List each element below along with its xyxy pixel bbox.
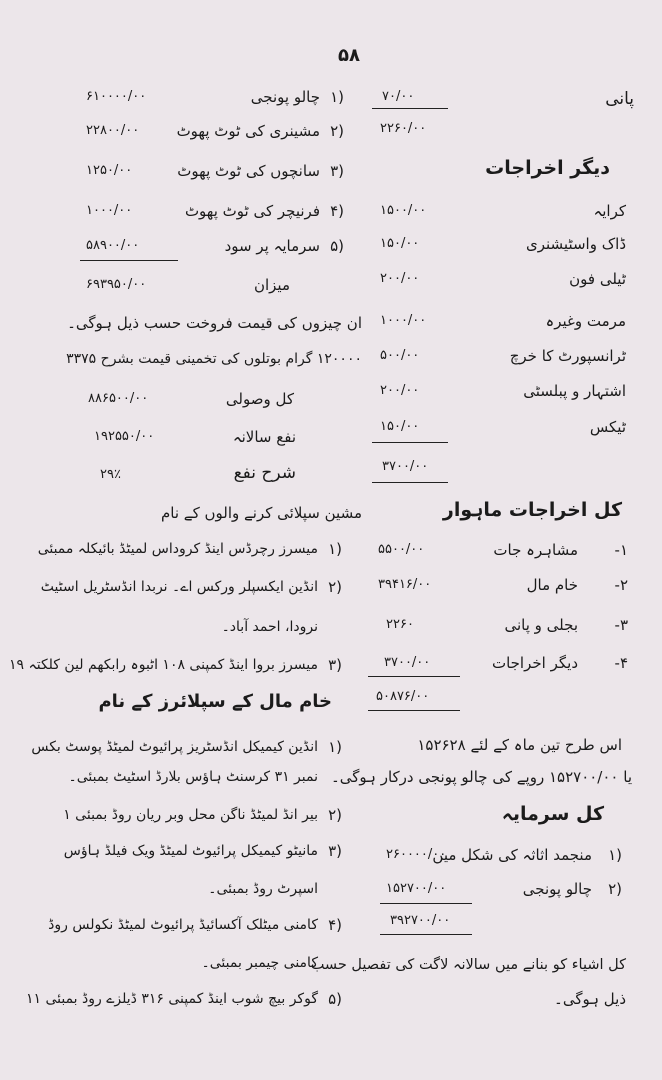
cost-item-value: ۱۲۵۰/۰۰	[86, 163, 133, 178]
rule	[372, 108, 448, 109]
rule	[372, 442, 448, 443]
raw-supplier-line: کامنی چیمبر بمبئی۔	[201, 955, 318, 971]
cost-total-value: ۶۹۳۹۵۰/۰۰	[86, 277, 147, 292]
receipts-value: ۸۸۶۵۰۰/۰۰	[88, 391, 149, 406]
raw-supplier-line: انڈین کیمیکل انڈسٹریز پرائیوٹ لمیٹڈ پوسٹ بکس	[31, 739, 318, 755]
cost-item-label: چالو پونجی	[250, 88, 320, 106]
expense-label: ڈاک واسٹیشنری	[526, 235, 626, 253]
other-expenses-title: دیگر اخراجات	[485, 157, 610, 179]
cost-total-label: میزان	[253, 276, 290, 294]
profit-value: ۱۹۲۵۵۰/۰۰	[94, 429, 155, 444]
cost-item-num: (۱	[330, 88, 344, 106]
rule	[380, 903, 472, 904]
expense-value: ۱۵۰/۰۰	[380, 419, 420, 434]
supplier-line: نرودا، احمد آباد۔	[221, 619, 318, 635]
capital-item-value: ۱۵۲۷۰۰/۰۰	[386, 881, 447, 896]
monthly-item-label: مشاہرہ جات	[493, 541, 578, 559]
working-capital-note: یا ۱۵۲۷۰۰/۰۰ روپے کی چالو پونجی درکار ہوگی۔	[330, 768, 632, 786]
expense-label: اشتہار و پبلسٹی	[523, 382, 626, 400]
expense-value: ۱۵۰/۰۰	[380, 236, 420, 251]
profit-rate-label: شرح نفع	[233, 463, 296, 483]
rule	[372, 482, 448, 483]
other-total-value: ۳۷۰۰/۰۰	[382, 459, 429, 474]
expense-value: ۲۰۰/۰۰	[380, 383, 420, 398]
cost-item-label: سانچوں کی ٹوٹ پھوٹ	[177, 162, 320, 180]
water-label: پانی	[605, 89, 634, 109]
raw-material-suppliers-title: خام مال کے سپلائرز کے نام	[98, 691, 332, 712]
capital-item-label: چالو پونجی	[522, 880, 592, 898]
expense-value: ۵۰۰/۰۰	[380, 348, 420, 363]
raw-supplier-num: (۱	[328, 738, 342, 756]
cost-item-value: ۱۰۰۰/۰۰	[86, 203, 133, 218]
monthly-item-value: ۲۲۶۰	[386, 617, 414, 632]
capital-item-num: (۲	[608, 880, 622, 898]
monthly-item-num: ۲-	[614, 576, 628, 594]
profit-rate-value: ۲۹٪	[100, 467, 121, 482]
cost-item-label: مشینری کی ٹوٹ پھوٹ	[176, 122, 320, 140]
expense-label: مرمت وغیرہ	[545, 312, 626, 330]
raw-supplier-num: (۲	[328, 806, 342, 824]
monthly-item-value: ۳۷۰۰/۰۰	[384, 655, 431, 670]
monthly-item-label: دیگر اخراجات	[491, 654, 578, 672]
raw-supplier-line: کامنی میٹلک آکسائیڈ پرائیوٹ لمیٹڈ نکولس روڈ	[48, 917, 318, 933]
rule	[368, 710, 460, 711]
cost-item-num: (۳	[330, 162, 344, 180]
expense-label: کرایہ	[593, 202, 626, 220]
cost-item-label: سرمایہ پر سود	[224, 237, 320, 255]
supplier-line: انڈین ایکسپلر ورکس اے۔ نربدا انڈسٹریل اسٹیٹ	[40, 579, 318, 595]
expense-value: ۱۰۰۰/۰۰	[380, 313, 427, 328]
raw-supplier-line: نمبر ۳۱ کرسنٹ ہاؤس بلارڈ اسٹیٹ بمبئی۔	[68, 769, 318, 785]
total-a-value: ۲۲۶۰/۰۰	[380, 121, 427, 136]
sale-price-intro: ان چیزوں کی قیمت فروخت حسب ذیل ہوگی۔	[67, 314, 362, 332]
working-capital-note: اس طرح تین ماہ کے لئے ۱۵۲۶۲۸	[417, 736, 622, 754]
raw-supplier-num: (۴	[328, 916, 342, 934]
monthly-item-num: ۳-	[614, 616, 628, 634]
rule	[368, 676, 460, 677]
cost-item-value: ۶۱۰۰۰۰/۰۰	[86, 89, 147, 104]
raw-supplier-num: (۵	[328, 990, 342, 1008]
raw-supplier-line: بیر انڈ لمیٹڈ ناگن محل وبر ریان روڈ بمبئی ۱	[63, 807, 318, 823]
capital-total-value: ۳۹۲۷۰۰/۰۰	[390, 913, 451, 928]
annual-cost-intro: ذیل ہوگی۔	[554, 990, 626, 1008]
raw-supplier-line: گوکر بیچ شوب اینڈ کمپنی ۳۱۶ ڈیلزے روڈ بمبئی ۱۱	[25, 991, 318, 1007]
expense-value: ۱۵۰۰/۰۰	[380, 203, 427, 218]
cost-item-value: ۵۸۹۰۰/۰۰	[86, 238, 140, 253]
cost-item-num: (۲	[330, 122, 344, 140]
raw-supplier-line: اسپرٹ روڈ بمبئی۔	[208, 881, 318, 897]
machine-suppliers-title: مشین سپلائی کرنے والوں کے نام	[160, 504, 362, 522]
supplier-line: میسرز رچرڈس اینڈ کروداس لمیٹڈ بائیکلہ ممبئی	[37, 541, 318, 557]
rule	[380, 934, 472, 935]
page-number: ۵۸	[338, 45, 360, 66]
capital-item-label: منجمد اثاثہ کی شکل میں	[432, 846, 592, 864]
raw-supplier-num: (۳	[328, 842, 342, 860]
rule	[80, 260, 178, 261]
monthly-total-value: ۵۰۸۷۶/۰۰	[376, 689, 430, 704]
cost-item-label: فرنیچر کی ٹوٹ پھوٹ	[184, 202, 320, 220]
monthly-item-num: ۱-	[614, 541, 628, 559]
receipts-label: کل وصولی	[225, 390, 294, 408]
supplier-num: (۳	[328, 656, 342, 674]
cost-item-num: (۴	[330, 202, 344, 220]
expense-label: ٹرانسپورٹ کا خرچ	[509, 347, 626, 365]
expense-label: ٹیلی فون	[569, 270, 626, 288]
supplier-num: (۲	[328, 578, 342, 596]
monthly-item-label: خام مال	[526, 576, 578, 594]
raw-supplier-line: مانیٹو کیمیکل پرائیوٹ لمیٹڈ ویک فیلڈ ہاؤس	[63, 843, 318, 859]
capital-title: کل سرمایہ	[501, 803, 604, 825]
supplier-line: میسرز بروا اینڈ کمپنی ۱۰۸ اٹبوہ رابکھم لین کلکتہ ۱۹	[9, 657, 318, 673]
monthly-item-value: ۵۵۰۰/۰۰	[378, 542, 425, 557]
monthly-item-value: ۳۹۴۱۶/۰۰	[378, 577, 432, 592]
expense-value: ۲۰۰/۰۰	[380, 271, 420, 286]
monthly-expenses-title: کل اخراجات ماہوار	[442, 499, 622, 521]
capital-item-value: ۲۶۰۰۰۰/۰۰	[386, 847, 447, 862]
profit-label: نفع سالانہ	[232, 428, 296, 446]
annual-cost-intro: کل اشیاء کو بنانے میں سالانہ لاگت کی تفصیل حسب	[310, 957, 626, 973]
expense-label: ٹیکس	[589, 418, 626, 436]
capital-item-num: (۱	[608, 846, 622, 864]
supplier-num: (۱	[328, 540, 342, 558]
water-value: ۷۰/۰۰	[382, 89, 415, 104]
sale-price-line: ۱۲۰۰۰۰ گرام بوتلوں کی تخمینی قیمت بشرح ۳۳۷۵	[66, 351, 362, 367]
monthly-item-num: ۴-	[614, 654, 628, 672]
cost-item-value: ۲۲۸۰۰/۰۰	[86, 123, 140, 138]
monthly-item-label: بجلی و پانی	[504, 616, 578, 634]
cost-item-num: (۵	[330, 237, 344, 255]
